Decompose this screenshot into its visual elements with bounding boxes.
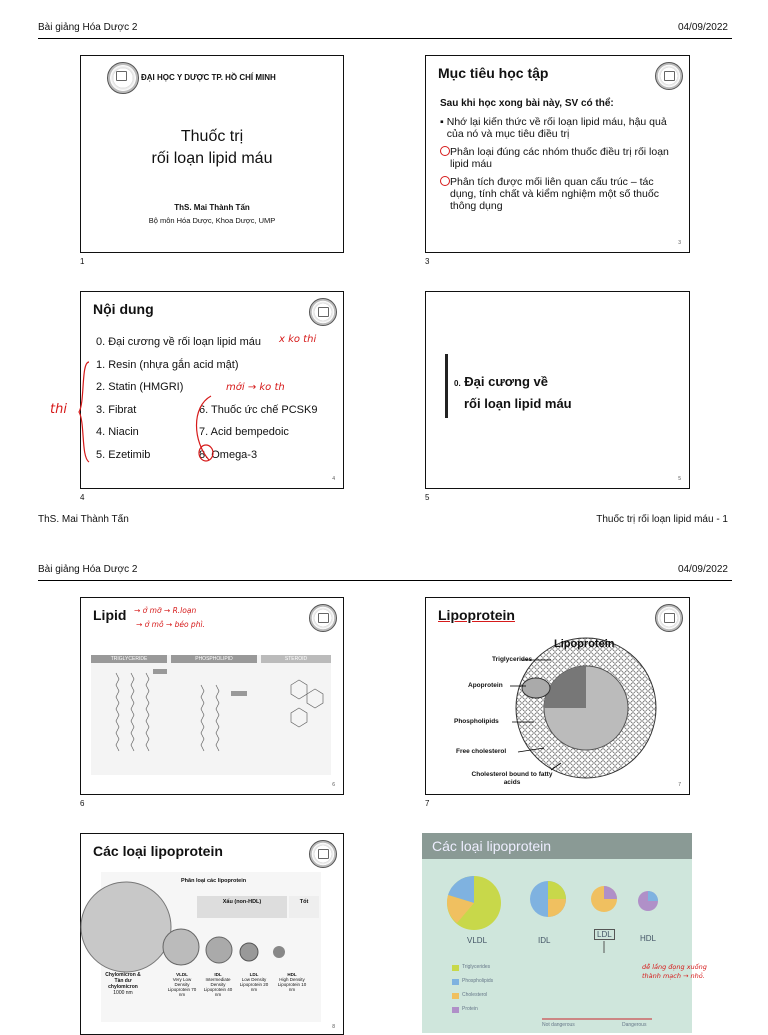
slide-index: 4 <box>80 493 85 502</box>
pie-graphics <box>422 833 692 1033</box>
bad-header: Xấu (non-HDL) <box>197 896 287 918</box>
slide-number: 7 <box>678 782 681 788</box>
legend-triglycerides: Triglycerides <box>462 964 491 970</box>
handwritten-note: thi <box>50 402 67 417</box>
footer-author: ThS. Mai Thành Tấn <box>38 514 129 525</box>
col-steroid: STEROID <box>261 655 331 663</box>
slide-number: 8 <box>332 1024 335 1030</box>
handwritten-note: dễ lắng đọng xuống thành mạch → nhỏ. <box>642 963 707 980</box>
legend-cholesterol: Cholesterol <box>462 992 488 998</box>
label-cholesterol-bound: Cholesterol bound to fatty acids <box>471 771 553 786</box>
slide-7 <box>425 597 690 795</box>
page2-header <box>38 564 728 575</box>
label-phospholipids: Phospholipids <box>454 718 499 725</box>
university-logo <box>107 62 139 94</box>
institution-name: ĐẠI HỌC Y DƯỢC TP. HỒ CHÍ MINH <box>141 73 276 82</box>
slide-title: Các loại lipoprotein <box>93 843 223 859</box>
logo-icon <box>655 62 683 90</box>
slide-index: 1 <box>80 257 85 266</box>
slide-title: Mục tiêu học tập <box>438 65 549 81</box>
header-date: 04/09/2022 <box>677 564 728 575</box>
slide-index: 6 <box>80 799 85 808</box>
contents-item-1: 1. Resin (nhựa gắn acid mật) <box>96 359 239 371</box>
contents-item-2: 2. Statin (HMGRI) <box>96 381 184 393</box>
label-free-cholesterol: Free cholesterol <box>456 748 507 755</box>
circled-bullet <box>440 176 450 212</box>
slide-3 <box>425 55 690 253</box>
contents-item-6: 6. Thuốc ức chế PCSK9 <box>199 404 318 416</box>
scale-dangerous: Dangerous <box>622 1022 647 1028</box>
label-triglycerides: Triglycerides <box>492 656 533 663</box>
lipoprotein-classes-figure <box>101 872 321 1022</box>
header-course: Bài giảng Hóa Dược 2 <box>38 22 138 33</box>
contents-item-3: 3. Fibrat <box>96 404 137 416</box>
molecule-drawings <box>91 655 331 775</box>
logo-icon <box>309 604 337 632</box>
author: ThS. Mai Thành Tấn <box>174 203 250 212</box>
contents-item-0: 0. Đại cương về rối loạn lipid máu <box>96 336 261 348</box>
pie-label-vldl: VLDL <box>467 936 488 945</box>
title-line-1: Thuốc trị <box>180 128 244 145</box>
ink-marks <box>81 292 343 488</box>
contents-item-8: 8. Omega-3 <box>199 449 258 461</box>
objectives-list <box>440 116 680 212</box>
handwritten-note: x ko thi <box>279 334 317 345</box>
objective-3: Phân tích được mối liên quan cấu trúc – tác dụng, tính chất và kiểm nghiệm một số thuốc thông dụng <box>440 176 680 212</box>
page1-header <box>38 22 728 33</box>
lipoprotein-diagram <box>426 598 689 794</box>
slide-title: Lipid <box>93 607 127 623</box>
department: Bộ môn Hóa Dược, Khoa Dược, UMP <box>148 216 276 225</box>
slide-9-photo <box>422 833 707 1033</box>
slide-title: Nội dung <box>93 301 154 317</box>
contents-item-4: 4. Niacin <box>96 426 139 438</box>
contents-item-5: 5. Ezetimib <box>96 449 151 461</box>
title-line-2: rối loạn lipid máu <box>151 150 273 167</box>
diagram-title: Lipoprotein <box>554 638 615 650</box>
slide-1 <box>80 55 344 253</box>
objective-2: Phân loại đúng các nhóm thuốc điều trị rối loạn lipid máu <box>440 146 680 170</box>
class-chylomicron: Chylomicron & Tàn dư chylomicron 1000 nm <box>105 972 141 996</box>
pie-label-hdl: HDL <box>640 934 657 943</box>
legend-phospholipids: Phospholipids <box>462 978 494 984</box>
slide-5 <box>425 291 690 489</box>
page1-footer <box>38 514 728 525</box>
slide-index: 3 <box>425 257 430 266</box>
contents-item-7: 7. Acid bempedoic <box>199 426 289 438</box>
class-hdl: HDL High Density Lipoprotein 10 nm <box>277 972 307 992</box>
scale-not-dangerous: Not dangerous <box>542 1022 575 1028</box>
slide-index: 5 <box>425 493 430 502</box>
good-header: Tốt <box>289 896 319 918</box>
slide-4 <box>80 291 344 489</box>
header-rule <box>38 580 732 581</box>
col-triglyceride: TRIGLYCERIDE <box>91 655 167 663</box>
particle-drawings <box>101 872 321 1022</box>
slide-number: 4 <box>332 476 335 482</box>
slide-number: 3 <box>678 240 681 246</box>
slide-number: 5 <box>678 476 681 482</box>
pie-label-ldl: LDL <box>594 929 615 940</box>
footer-title: Thuốc trị rối loạn lipid máu - 1 <box>596 514 728 525</box>
slide-title: Lipoprotein <box>438 607 515 623</box>
lead-text: Sau khi học xong bài này, SV có thể: <box>440 98 614 109</box>
section-bar <box>445 354 448 418</box>
handwritten-note: → ở mô → béo phì. <box>136 620 205 629</box>
class-vldl: VLDL Very Low Density Lipoprotein 70 nm <box>167 972 197 997</box>
circled-bullet <box>440 146 450 170</box>
header-date: 04/09/2022 <box>677 22 728 33</box>
slide-8 <box>80 833 344 1035</box>
objective-1: ▪ Nhớ lại kiến thức về rối loạn lipid máu, hậu quả của nó và mục tiêu điều trị <box>440 116 667 140</box>
handwritten-note: → ở mỡ → R.loạn <box>134 606 197 615</box>
label-apoprotein: Apoprotein <box>468 682 503 689</box>
header-course: Bài giảng Hóa Dược 2 <box>38 564 138 575</box>
handwritten-note: mới → ko th <box>226 382 285 393</box>
logo-icon <box>309 840 337 868</box>
slide-number: 6 <box>332 782 335 788</box>
slide-title <box>81 128 343 168</box>
slide-title: Các loại lipoprotein <box>432 838 552 854</box>
header-rule <box>38 38 732 39</box>
slide-index: 7 <box>425 799 430 808</box>
section-title: 0. Đại cương về rối loạn lipid máu <box>454 374 572 411</box>
figure-title: Phân loại các lipoprotein <box>181 878 247 884</box>
lipid-structures-figure <box>91 655 331 775</box>
col-phospholipid: PHOSPHOLIPID <box>171 655 257 663</box>
class-ldl: LDL Low Density Lipoprotein 20 nm <box>239 972 269 992</box>
pie-label-idl: IDL <box>538 936 551 945</box>
legend-protein: Protein <box>462 1006 478 1012</box>
class-idl: IDL Intermediate Density Lipoprotein 40 nm <box>203 972 233 997</box>
slide-6 <box>80 597 344 795</box>
